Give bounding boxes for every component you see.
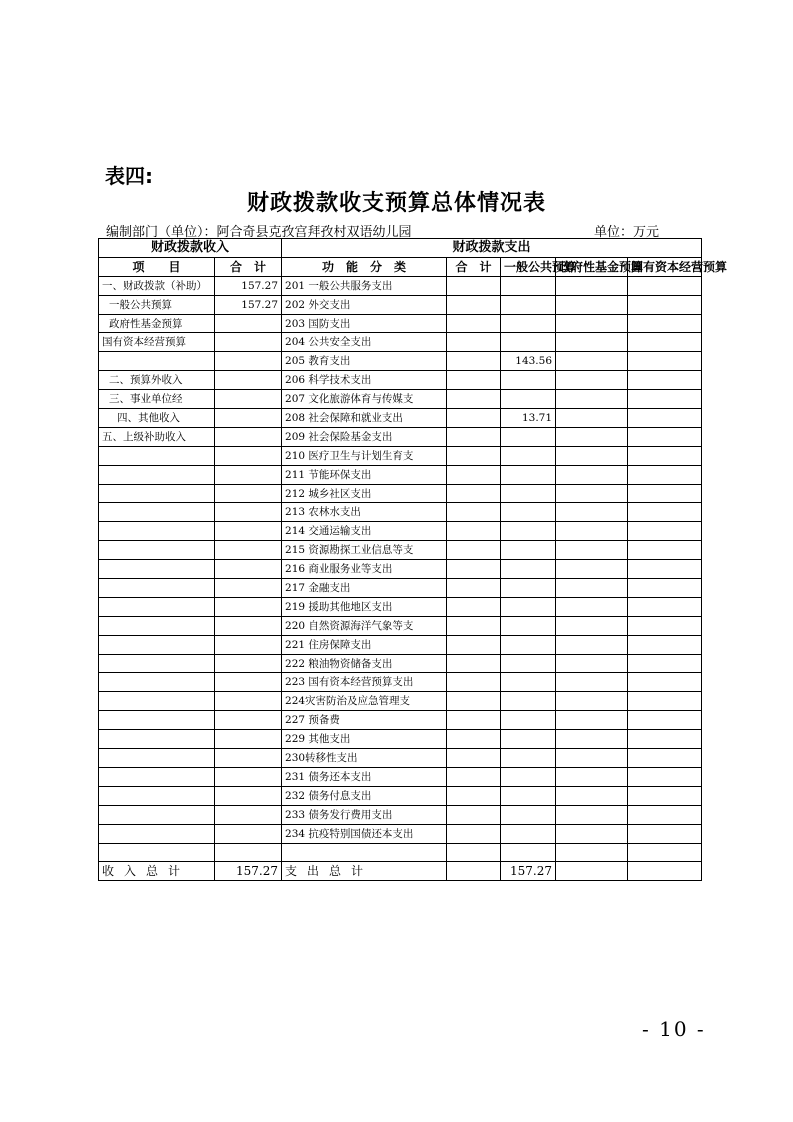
income-amount-cell: [215, 824, 282, 843]
income-amount-cell: [215, 503, 282, 522]
function-class-cell: 211 节能环保支出: [282, 465, 447, 484]
gov-fund-cell: [556, 503, 628, 522]
income-item-cell: [99, 805, 215, 824]
general-budget-cell: [501, 730, 556, 749]
function-class-cell: 207 文化旅游体育与传媒支: [282, 390, 447, 409]
income-amount-cell: [215, 314, 282, 333]
general-budget-cell: [501, 692, 556, 711]
income-amount-cell: [215, 352, 282, 371]
income-amount-cell: [215, 711, 282, 730]
income-item-cell: [99, 560, 215, 579]
income-amount-cell: [215, 522, 282, 541]
gov-fund-cell: [556, 352, 628, 371]
budget-table: [98, 238, 728, 881]
expense-total-cell: [447, 654, 501, 673]
gov-fund-cell: [556, 371, 628, 390]
income-item-cell: [99, 522, 215, 541]
income-amount-cell: [215, 390, 282, 409]
header-column-row: [99, 257, 702, 276]
expense-total-cell: [447, 824, 501, 843]
income-amount-cell: 157.27: [215, 276, 282, 295]
table-row: [99, 843, 702, 862]
income-item-cell: 一、财政拨款（补助）: [99, 276, 215, 295]
income-amount-cell: [215, 465, 282, 484]
col-total2-header: 合 计: [447, 257, 501, 276]
general-budget-cell: [501, 465, 556, 484]
function-class-cell: 227 预备费: [282, 711, 447, 730]
function-class-cell: 203 国防支出: [282, 314, 447, 333]
state-capital-cell: [628, 767, 702, 786]
general-budget-cell: 143.56: [501, 352, 556, 371]
table-row: [99, 673, 702, 692]
income-item-cell: [99, 446, 215, 465]
income-amount-cell: [215, 597, 282, 616]
table-row: [99, 560, 702, 579]
income-amount-cell: [215, 767, 282, 786]
col-general-header: 一般公共预算: [501, 257, 556, 276]
income-amount-cell: [215, 560, 282, 579]
state-capital-cell: [628, 314, 702, 333]
gov-fund-cell: [556, 730, 628, 749]
general-budget-cell: [501, 484, 556, 503]
expense-total-cell: [447, 786, 501, 805]
gov-fund-cell: [556, 597, 628, 616]
table-row: [99, 579, 702, 598]
income-amount-cell: [215, 409, 282, 428]
state-capital-cell: [628, 843, 702, 862]
table-row: [99, 352, 702, 371]
expense-total-cell: [447, 843, 501, 862]
state-capital-cell: [628, 465, 702, 484]
col-func-class-header: 功 能 分 类: [282, 257, 447, 276]
gov-fund-cell: [556, 673, 628, 692]
income-total-amount: 157.27: [215, 862, 282, 881]
income-item-cell: [99, 673, 215, 692]
function-class-cell: 219 援助其他地区支出: [282, 597, 447, 616]
income-amount-cell: [215, 673, 282, 692]
expense-total-cell: [447, 465, 501, 484]
state-capital-cell: [628, 276, 702, 295]
income-amount-cell: [215, 541, 282, 560]
state-capital-cell: [628, 446, 702, 465]
income-amount-cell: [215, 484, 282, 503]
state-capital-cell: [628, 692, 702, 711]
table-row: [99, 295, 702, 314]
general-budget-cell: [501, 824, 556, 843]
expense-total-cell: [447, 371, 501, 390]
function-class-cell: 212 城乡社区支出: [282, 484, 447, 503]
state-capital-cell: [628, 786, 702, 805]
income-total-label: 收入总计: [99, 862, 215, 881]
table-row: [99, 635, 702, 654]
income-item-cell: 五、上级补助收入: [99, 427, 215, 446]
state-capital-cell: [628, 295, 702, 314]
department-line: 编制部门（单位）：阿合奇县克孜宫拜孜村双语幼儿园: [106, 225, 412, 240]
function-class-cell: 231 债务还本支出: [282, 767, 447, 786]
income-item-cell: [99, 843, 215, 862]
header-group-row: [99, 239, 702, 258]
income-item-cell: [99, 824, 215, 843]
state-capital-cell: [628, 673, 702, 692]
gov-fund-cell: [556, 824, 628, 843]
income-item-cell: [99, 597, 215, 616]
table-row: [99, 446, 702, 465]
income-item-cell: [99, 786, 215, 805]
gov-fund-cell: [556, 749, 628, 768]
gov-fund-cell: [556, 560, 628, 579]
income-item-cell: 国有资本经营预算: [99, 333, 215, 352]
income-amount-cell: [215, 616, 282, 635]
state-capital-cell: [628, 427, 702, 446]
gov-fund-cell: [556, 786, 628, 805]
gov-fund-cell: [556, 692, 628, 711]
table-row: [99, 616, 702, 635]
table-row: [99, 767, 702, 786]
state-capital-cell: [628, 503, 702, 522]
function-class-cell: 223 国有资本经营预算支出: [282, 673, 447, 692]
gov-fund-cell: [556, 616, 628, 635]
general-total-amount: 157.27: [501, 862, 556, 881]
expense-total-cell: [447, 730, 501, 749]
table-row: [99, 692, 702, 711]
income-amount-cell: [215, 635, 282, 654]
state-capital-cell: [628, 541, 702, 560]
income-item-cell: [99, 767, 215, 786]
expense-group-header: 财政拨款支出: [282, 239, 702, 258]
function-class-cell: 208 社会保障和就业支出: [282, 409, 447, 428]
expense-total-amount: [447, 862, 501, 881]
state-capital-cell: [628, 824, 702, 843]
state-capital-cell: [628, 371, 702, 390]
state-capital-cell: [628, 409, 702, 428]
general-budget-cell: [501, 276, 556, 295]
gov-fund-cell: [556, 654, 628, 673]
income-item-cell: 四、其他收入: [99, 409, 215, 428]
general-budget-cell: [501, 579, 556, 598]
income-item-cell: 一般公共预算: [99, 295, 215, 314]
gov-fund-cell: [556, 333, 628, 352]
expense-total-cell: [447, 767, 501, 786]
gov-fund-cell: [556, 295, 628, 314]
state-capital-cell: [628, 333, 702, 352]
function-class-cell: 232 债务付息支出: [282, 786, 447, 805]
table-label: 表四:: [105, 164, 153, 188]
expense-total-cell: [447, 446, 501, 465]
general-budget-cell: [501, 427, 556, 446]
table-row: [99, 730, 702, 749]
income-amount-cell: [215, 333, 282, 352]
function-class-cell: 210 医疗卫生与计划生育支: [282, 446, 447, 465]
expense-total-cell: [447, 503, 501, 522]
gov-fund-cell: [556, 767, 628, 786]
function-class-cell: 201 一般公共服务支出: [282, 276, 447, 295]
expense-total-cell: [447, 427, 501, 446]
general-budget-cell: [501, 541, 556, 560]
function-class-cell: 233 债务发行费用支出: [282, 805, 447, 824]
income-item-cell: [99, 616, 215, 635]
expense-total-cell: [447, 276, 501, 295]
gov-fund-cell: [556, 465, 628, 484]
income-amount-cell: [215, 446, 282, 465]
expense-total-cell: [447, 692, 501, 711]
income-amount-cell: [215, 371, 282, 390]
income-item-cell: 政府性基金预算: [99, 314, 215, 333]
table-row: [99, 654, 702, 673]
income-item-cell: [99, 352, 215, 371]
page-title: 财政拨款收支预算总体情况表: [246, 191, 546, 216]
table-row: [99, 333, 702, 352]
function-class-cell: 217 金融支出: [282, 579, 447, 598]
function-class-cell: 215 资源勘探工业信息等支: [282, 541, 447, 560]
gov-fund-cell: [556, 314, 628, 333]
table-row: [99, 484, 702, 503]
general-budget-cell: 13.71: [501, 409, 556, 428]
table-row: [99, 427, 702, 446]
gov-fund-cell: [556, 390, 628, 409]
function-class-cell: 220 自然资源海洋气象等支: [282, 616, 447, 635]
state-capital-cell: [628, 616, 702, 635]
table-row: [99, 276, 702, 295]
general-budget-cell: [501, 616, 556, 635]
expense-total-cell: [447, 560, 501, 579]
general-budget-cell: [501, 843, 556, 862]
income-amount-cell: [215, 730, 282, 749]
function-class-cell: 234 抗疫特别国债还本支出: [282, 824, 447, 843]
function-class-cell: 224灾害防治及应急管理支: [282, 692, 447, 711]
table-row: [99, 503, 702, 522]
income-item-cell: [99, 692, 215, 711]
income-amount-cell: 157.27: [215, 295, 282, 314]
function-class-cell: 209 社会保险基金支出: [282, 427, 447, 446]
function-class-cell: 213 农林水支出: [282, 503, 447, 522]
col-item-header: 项 目: [99, 257, 215, 276]
expense-total-cell: [447, 484, 501, 503]
state-capital-cell: [628, 711, 702, 730]
function-class-cell: 222 粮油物资储备支出: [282, 654, 447, 673]
gov-fund-cell: [556, 635, 628, 654]
state-capital-cell: [628, 579, 702, 598]
expense-total-cell: [447, 409, 501, 428]
general-budget-cell: [501, 654, 556, 673]
income-amount-cell: [215, 692, 282, 711]
gov-fund-cell: [556, 276, 628, 295]
general-budget-cell: [501, 673, 556, 692]
expense-total-cell: [447, 390, 501, 409]
general-budget-cell: [501, 295, 556, 314]
state-capital-cell: [628, 560, 702, 579]
state-capital-cell: [628, 352, 702, 371]
income-item-cell: [99, 654, 215, 673]
income-item-cell: [99, 730, 215, 749]
table-row: [99, 749, 702, 768]
gov-fund-cell: [556, 805, 628, 824]
gov-fund-total-amount: [556, 862, 628, 881]
gov-fund-cell: [556, 522, 628, 541]
function-class-cell: 230转移性支出: [282, 749, 447, 768]
income-amount-cell: [215, 654, 282, 673]
expense-total-cell: [447, 295, 501, 314]
income-item-cell: 二、预算外收入: [99, 371, 215, 390]
general-budget-cell: [501, 560, 556, 579]
table-row: [99, 314, 702, 333]
page-number: - 10 -: [642, 1017, 706, 1041]
table-row: [99, 805, 702, 824]
table-row: [99, 541, 702, 560]
income-amount-cell: [215, 579, 282, 598]
function-class-cell: [282, 843, 447, 862]
function-class-cell: 205 教育支出: [282, 352, 447, 371]
function-class-cell: 206 科学技术支出: [282, 371, 447, 390]
general-budget-cell: [501, 786, 556, 805]
expense-total-cell: [447, 579, 501, 598]
income-item-cell: [99, 711, 215, 730]
income-item-cell: [99, 541, 215, 560]
income-item-cell: 三、事业单位经: [99, 390, 215, 409]
expense-total-cell: [447, 333, 501, 352]
income-item-cell: [99, 635, 215, 654]
income-amount-cell: [215, 427, 282, 446]
function-class-cell: 214 交通运输支出: [282, 522, 447, 541]
general-budget-cell: [501, 522, 556, 541]
state-capital-cell: [628, 597, 702, 616]
table-row: [99, 371, 702, 390]
expense-total-cell: [447, 616, 501, 635]
expense-total-cell: [447, 635, 501, 654]
expense-total-cell: [447, 352, 501, 371]
function-class-cell: 216 商业服务业等支出: [282, 560, 447, 579]
general-budget-cell: [501, 711, 556, 730]
gov-fund-cell: [556, 427, 628, 446]
totals-row: [99, 862, 702, 881]
gov-fund-cell: [556, 843, 628, 862]
gov-fund-cell: [556, 541, 628, 560]
gov-fund-cell: [556, 579, 628, 598]
income-amount-cell: [215, 749, 282, 768]
income-amount-cell: [215, 805, 282, 824]
income-item-cell: [99, 465, 215, 484]
expense-total-cell: [447, 673, 501, 692]
function-class-cell: 204 公共安全支出: [282, 333, 447, 352]
col-state-capital-header: 国有资本经营预算: [628, 257, 702, 276]
general-budget-cell: [501, 635, 556, 654]
income-item-cell: [99, 749, 215, 768]
state-capital-cell: [628, 522, 702, 541]
table-row: [99, 711, 702, 730]
income-item-cell: [99, 503, 215, 522]
gov-fund-cell: [556, 484, 628, 503]
income-amount-cell: [215, 786, 282, 805]
gov-fund-cell: [556, 409, 628, 428]
expense-total-cell: [447, 541, 501, 560]
state-capital-cell: [628, 749, 702, 768]
income-item-cell: [99, 484, 215, 503]
function-class-cell: 229 其他支出: [282, 730, 447, 749]
table-row: [99, 409, 702, 428]
state-capital-cell: [628, 484, 702, 503]
expense-total-cell: [447, 749, 501, 768]
table-row: [99, 824, 702, 843]
state-capital-cell: [628, 805, 702, 824]
state-capital-total-amount: [628, 862, 702, 881]
income-item-cell: [99, 579, 215, 598]
expense-total-cell: [447, 522, 501, 541]
general-budget-cell: [501, 805, 556, 824]
state-capital-cell: [628, 390, 702, 409]
expense-total-cell: [447, 711, 501, 730]
table-row: [99, 465, 702, 484]
general-budget-cell: [501, 371, 556, 390]
table-row: [99, 522, 702, 541]
general-budget-cell: [501, 767, 556, 786]
state-capital-cell: [628, 730, 702, 749]
income-amount-cell: [215, 843, 282, 862]
state-capital-cell: [628, 635, 702, 654]
general-budget-cell: [501, 503, 556, 522]
expense-total-label: 支出总计: [282, 862, 447, 881]
table-row: [99, 597, 702, 616]
general-budget-cell: [501, 749, 556, 768]
income-group-header: 财政拨款收入: [99, 239, 282, 258]
expense-total-cell: [447, 597, 501, 616]
state-capital-cell: [628, 654, 702, 673]
function-class-cell: 202 外交支出: [282, 295, 447, 314]
expense-total-cell: [447, 314, 501, 333]
general-budget-cell: [501, 597, 556, 616]
general-budget-cell: [501, 333, 556, 352]
general-budget-cell: [501, 314, 556, 333]
general-budget-cell: [501, 390, 556, 409]
table-row: [99, 390, 702, 409]
gov-fund-cell: [556, 711, 628, 730]
col-total-header: 合 计: [215, 257, 282, 276]
table-row: [99, 786, 702, 805]
general-budget-cell: [501, 446, 556, 465]
unit-line: 单位：万元: [594, 225, 660, 240]
col-gov-fund-header: 政府性基金预算: [556, 257, 628, 276]
gov-fund-cell: [556, 446, 628, 465]
function-class-cell: 221 住房保障支出: [282, 635, 447, 654]
expense-total-cell: [447, 805, 501, 824]
